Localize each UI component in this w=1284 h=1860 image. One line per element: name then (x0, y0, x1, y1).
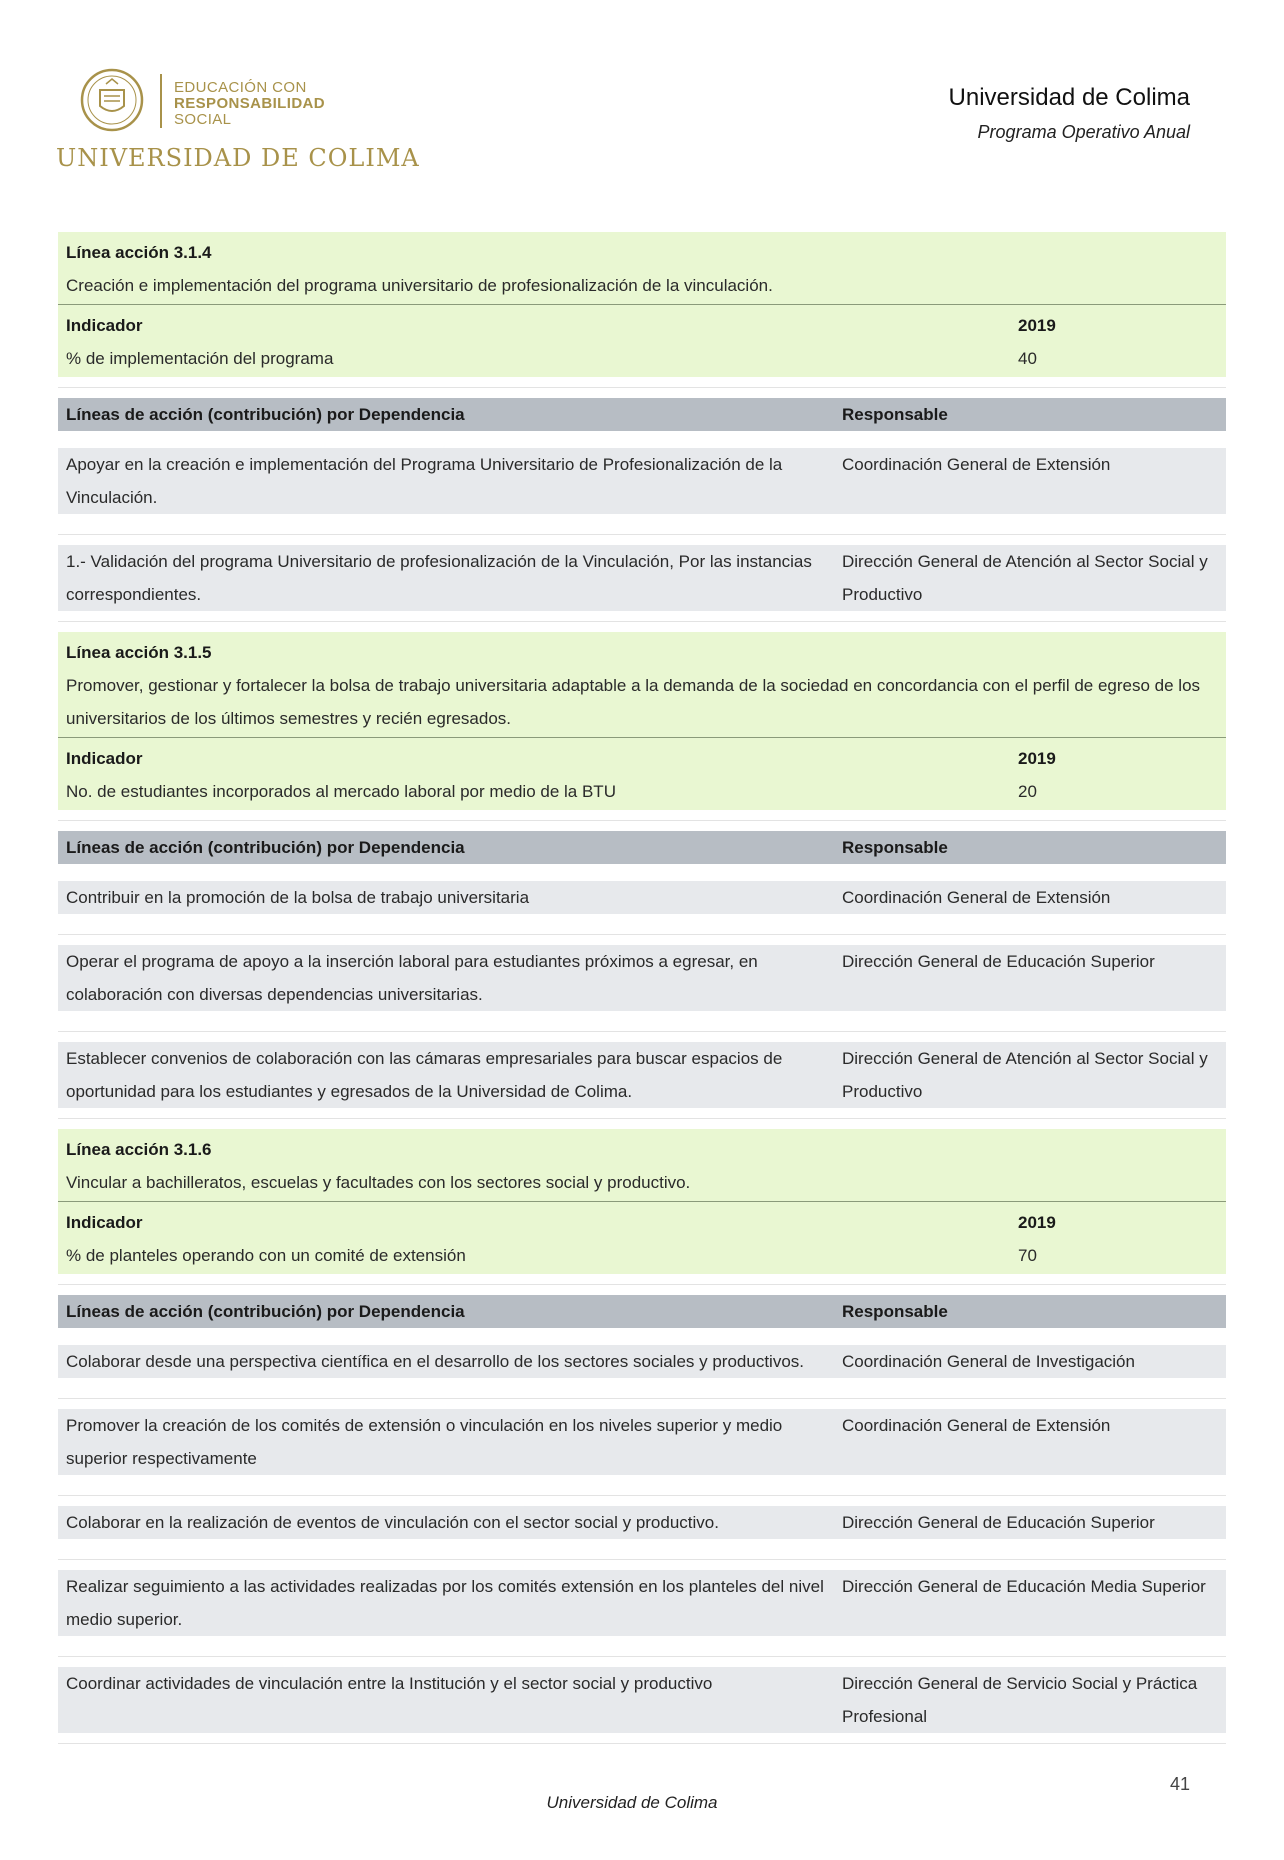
row-responsable: Coordinación General de Extensión (842, 1416, 1111, 1435)
row-accion: Realizar seguimiento a las actividades realizadas por los comités extensión en los planteles del nivel medio superior. (66, 1577, 824, 1629)
row-responsable: Coordinación General de Extensión (842, 888, 1111, 907)
table-row (58, 1345, 1226, 1378)
linea-accion-label: Línea acción 3.1.5 (66, 643, 212, 662)
university-seal-icon (80, 68, 144, 132)
linea-accion-label: Línea acción 3.1.4 (66, 243, 212, 262)
header-subtitle: Programa Operativo Anual (977, 122, 1190, 142)
table-header-actions: Líneas de acción (contribución) por Dependencia (66, 405, 465, 424)
page-header (0, 0, 1284, 190)
logo-tagline-1: EDUCACIÓN CON (174, 79, 307, 96)
table-header (58, 398, 1226, 431)
row-accion: Promover la creación de los comités de extensión o vinculación en los niveles superior y medio superior respectivamente (66, 1416, 783, 1468)
indicador-value: 70 (1018, 1246, 1037, 1265)
indicador-value: 40 (1018, 349, 1037, 368)
section-linea-3-1-6 (58, 1129, 1226, 1744)
indicador-year: 2019 (1018, 316, 1056, 335)
document-body (58, 232, 1226, 1754)
separator (58, 611, 1226, 622)
header-title: Universidad de Colima (948, 84, 1190, 111)
indicador-label: Indicador (66, 749, 143, 768)
row-accion: Operar el programa de apoyo a la inserción laboral para estudiantes próximos a egresar, en colaboración con diversas dependencias universitarias. (66, 952, 758, 1004)
logo-divider (160, 74, 162, 128)
table-row (58, 881, 1226, 914)
indicador-year: 2019 (1018, 1213, 1056, 1232)
row-responsable: Dirección General de Educación Superior (842, 1513, 1155, 1532)
linea-accion-label: Línea acción 3.1.6 (66, 1140, 212, 1159)
table-header-actions: Líneas de acción (contribución) por Dependencia (66, 838, 465, 857)
table-header-actions: Líneas de acción (contribución) por Dependencia (66, 1302, 465, 1321)
section-linea-3-1-5 (58, 632, 1226, 1119)
table-row (58, 1667, 1226, 1733)
linea-accion-text: Vincular a bachilleratos, escuelas y facultades con los sectores social y productivo. (66, 1173, 691, 1192)
row-accion: Coordinar actividades de vinculación entre la Institución y el sector social y productivo (66, 1674, 713, 1693)
linea-accion-block (58, 632, 1226, 737)
row-responsable: Dirección General de Servicio Social y Práctica Profesional (842, 1674, 1198, 1726)
linea-accion-block (58, 1129, 1226, 1201)
row-accion: Colaborar desde una perspectiva científica en el desarrollo de los sectores sociales y productivos. (66, 1352, 805, 1371)
row-responsable: Dirección General de Educación Superior (842, 952, 1155, 971)
table-header-responsable: Responsable (842, 838, 948, 857)
indicador-block (58, 737, 1226, 810)
section-linea-3-1-4 (58, 232, 1226, 622)
indicador-block (58, 304, 1226, 377)
row-responsable: Dirección General de Educación Media Superior (842, 1577, 1206, 1596)
linea-accion-text: Promover, gestionar y fortalecer la bolsa de trabajo universitaria adaptable a la demanda de la sociedad en concordancia con el perfil de egreso de los universitarios de los últimos semestres y recién egresados. (66, 676, 1201, 728)
table-row (58, 945, 1226, 1011)
linea-accion-text: Creación e implementación del programa universitario de profesionalización de la vinculación. (66, 276, 773, 295)
table-row (58, 448, 1226, 514)
table-row (58, 1409, 1226, 1475)
indicador-text: % de implementación del programa (66, 349, 334, 368)
indicador-label: Indicador (66, 1213, 143, 1232)
table-header (58, 1295, 1226, 1328)
linea-accion-block (58, 232, 1226, 304)
page-footer (0, 1793, 1284, 1813)
row-accion: Apoyar en la creación e implementación del Programa Universitario de Profesionalización de la Vinculación. (66, 455, 783, 507)
row-responsable: Coordinación General de Investigación (842, 1352, 1135, 1371)
row-accion: Colaborar en la realización de eventos de vinculación con el sector social y productivo. (66, 1513, 719, 1532)
logo-tagline-3: SOCIAL (174, 111, 232, 128)
separator (58, 1733, 1226, 1744)
logo-tagline-2: RESPONSABILIDAD (174, 95, 326, 112)
row-accion: 1.- Validación del programa Universitario de profesionalización de la Vinculación, Por las instancias correspondientes. (66, 552, 812, 604)
logo-university-name: UNIVERSIDAD DE COLIMA (56, 144, 420, 172)
table-row (58, 1506, 1226, 1539)
university-logo (56, 64, 420, 174)
indicador-text: No. de estudiantes incorporados al mercado laboral por medio de la BTU (66, 782, 616, 801)
indicador-label: Indicador (66, 316, 143, 335)
row-responsable: Dirección General de Atención al Sector Social y Productivo (842, 1049, 1208, 1101)
page-number: 41 (1169, 1774, 1190, 1794)
indicador-text: % de planteles operando con un comité de extensión (66, 1246, 466, 1265)
separator (58, 1108, 1226, 1119)
indicador-block (58, 1201, 1226, 1274)
separator (58, 810, 1226, 821)
table-header (58, 831, 1226, 864)
footer-text: Universidad de Colima (546, 1793, 718, 1812)
indicador-year: 2019 (1018, 749, 1056, 768)
table-header-responsable: Responsable (842, 405, 948, 424)
separator (58, 377, 1226, 388)
row-accion: Establecer convenios de colaboración con las cámaras empresariales para buscar espacios de oportunidad para los estudiantes y egresados de la Universidad de Colima. (66, 1049, 783, 1101)
indicador-value: 20 (1018, 782, 1037, 801)
table-row (58, 1570, 1226, 1636)
row-responsable: Coordinación General de Extensión (842, 455, 1111, 474)
table-row (58, 1042, 1226, 1108)
row-responsable: Dirección General de Atención al Sector Social y Productivo (842, 552, 1208, 604)
table-row (58, 545, 1226, 611)
separator (58, 1274, 1226, 1285)
table-header-responsable: Responsable (842, 1302, 948, 1321)
row-accion: Contribuir en la promoción de la bolsa de trabajo universitaria (66, 888, 530, 907)
